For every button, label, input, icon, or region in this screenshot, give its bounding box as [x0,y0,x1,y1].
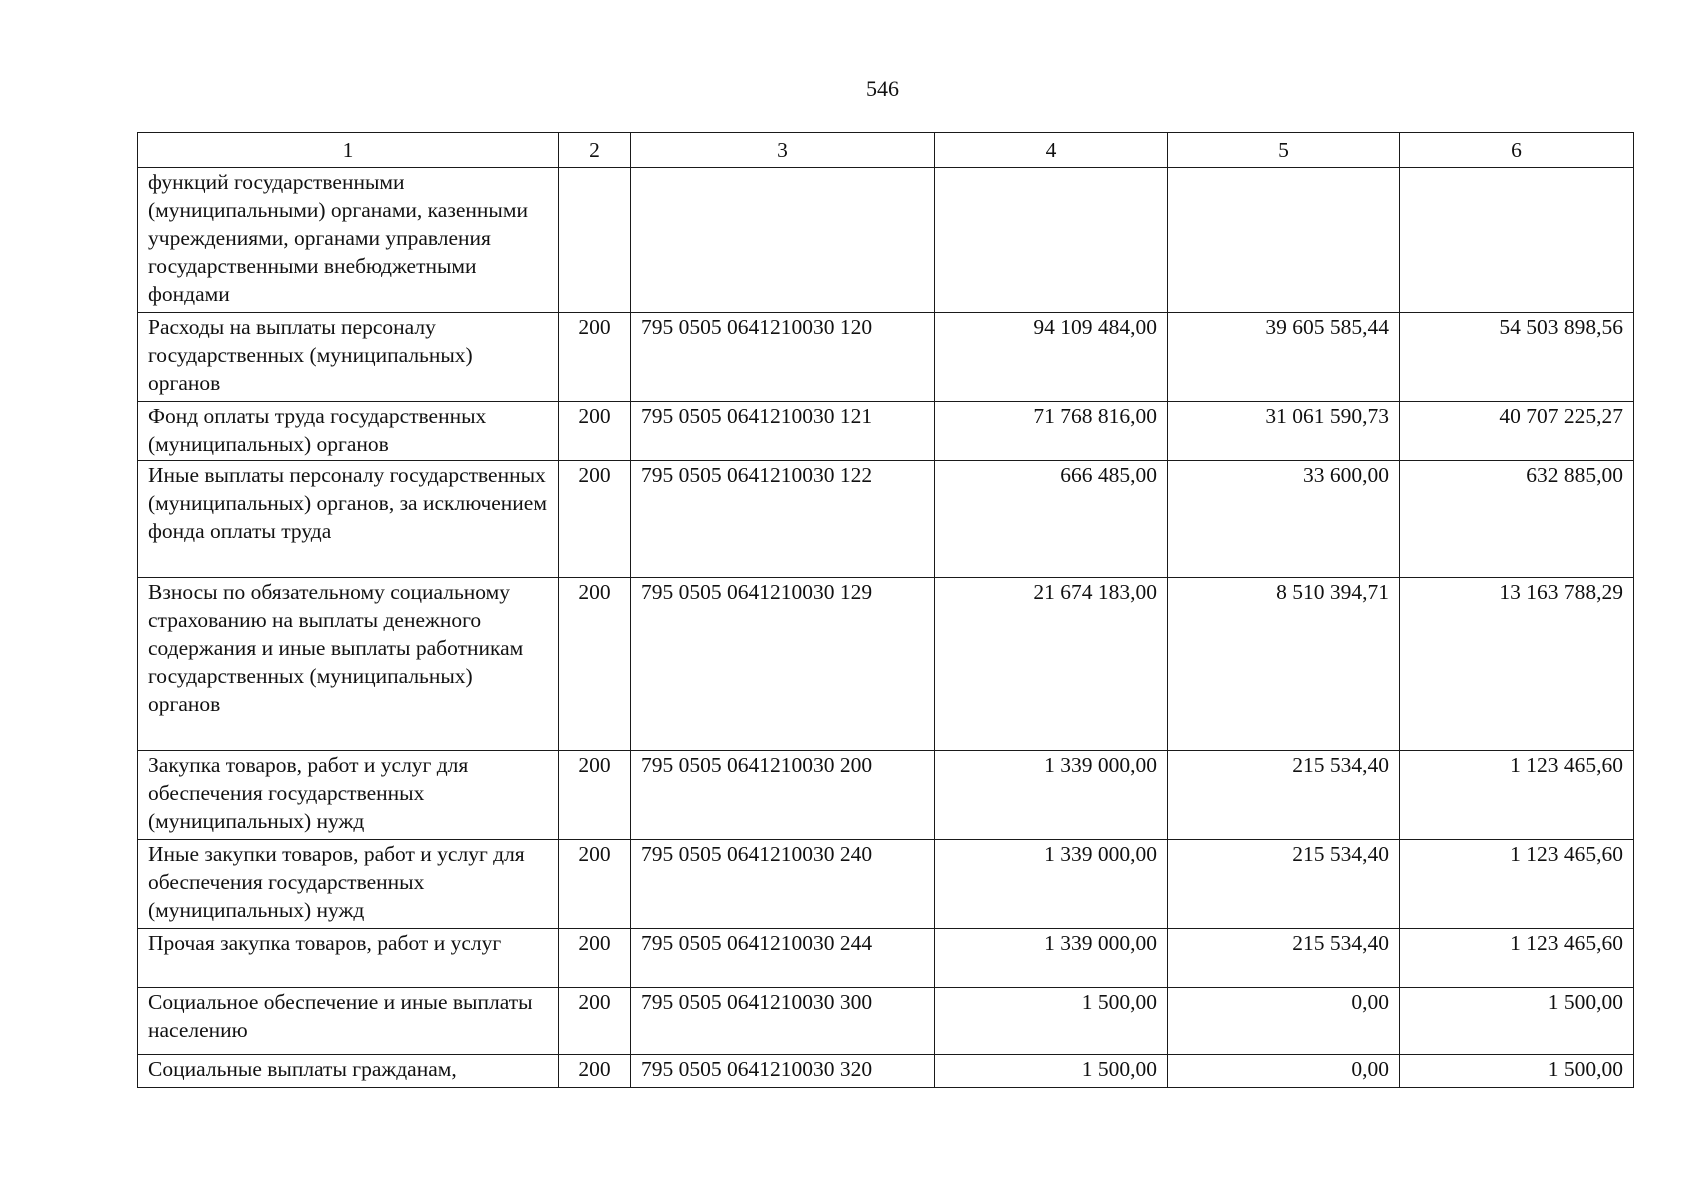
row-line-code-cell [559,168,631,313]
row-classification-code-cell [631,168,935,313]
row-executed-cell: 215 534,40 [1168,840,1400,929]
row-line-code-cell: 200 [559,751,631,840]
column-number-row [138,133,1634,168]
row-unexecuted-cell: 13 163 788,29 [1400,578,1634,751]
row-name-cell: Прочая закупка товаров, работ и услуг [138,929,559,988]
table-row [138,1055,1634,1088]
row-classification-code-cell: 795 0505 0641210030 320 [631,1055,935,1088]
table-row [138,402,1634,461]
table-row [138,313,1634,402]
row-executed-cell: 33 600,00 [1168,461,1400,578]
row-name-cell: Социальные выплаты гражданам, [138,1055,559,1088]
row-classification-code-cell: 795 0505 0641210030 240 [631,840,935,929]
row-unexecuted-cell: 1 500,00 [1400,1055,1634,1088]
row-unexecuted-cell: 1 123 465,60 [1400,929,1634,988]
row-classification-code-cell: 795 0505 0641210030 129 [631,578,935,751]
row-approved-cell [935,168,1168,313]
column-header-5: 5 [1168,133,1400,168]
row-classification-code-cell: 795 0505 0641210030 122 [631,461,935,578]
row-line-code-cell: 200 [559,1055,631,1088]
table-row [138,929,1634,988]
row-line-code-cell: 200 [559,402,631,461]
row-line-code-cell: 200 [559,840,631,929]
row-unexecuted-cell: 1 123 465,60 [1400,751,1634,840]
row-classification-code-cell: 795 0505 0641210030 244 [631,929,935,988]
row-name-cell: Иные закупки товаров, работ и услуг для обеспечения государственных (муниципальных) нужд [138,840,559,929]
column-header-6: 6 [1400,133,1634,168]
row-name-cell: Социальное обеспечение и иные выплаты населению [138,988,559,1055]
table-row [138,840,1634,929]
column-header-4: 4 [935,133,1168,168]
row-executed-cell: 215 534,40 [1168,929,1400,988]
table-row [138,168,1634,313]
page-number: 546 [866,76,899,101]
row-classification-code-cell: 795 0505 0641210030 121 [631,402,935,461]
row-classification-code-cell: 795 0505 0641210030 120 [631,313,935,402]
row-executed-cell: 39 605 585,44 [1168,313,1400,402]
row-name-cell: Взносы по обязательному социальному страхованию на выплаты денежного содержания и иные выплаты работникам государственных (муниципальных) органов [138,578,559,751]
row-approved-cell: 1 500,00 [935,1055,1168,1088]
table-row [138,578,1634,751]
row-line-code-cell: 200 [559,313,631,402]
row-approved-cell: 1 339 000,00 [935,751,1168,840]
row-approved-cell: 1 339 000,00 [935,840,1168,929]
row-line-code-cell: 200 [559,578,631,751]
row-executed-cell: 31 061 590,73 [1168,402,1400,461]
row-approved-cell: 21 674 183,00 [935,578,1168,751]
row-line-code-cell: 200 [559,929,631,988]
table-row [138,751,1634,840]
row-executed-cell: 0,00 [1168,988,1400,1055]
row-name-cell: функций государственными (муниципальными) органами, казенными учреждениями, органами управления государственными внебюджетными фондами [138,168,559,313]
row-name-cell: Расходы на выплаты персоналу государственных (муниципальных) органов [138,313,559,402]
row-approved-cell: 1 500,00 [935,988,1168,1055]
row-executed-cell: 0,00 [1168,1055,1400,1088]
column-header-1: 1 [138,133,559,168]
column-header-2: 2 [559,133,631,168]
row-classification-code-cell: 795 0505 0641210030 200 [631,751,935,840]
row-approved-cell: 71 768 816,00 [935,402,1168,461]
row-approved-cell: 666 485,00 [935,461,1168,578]
row-unexecuted-cell: 40 707 225,27 [1400,402,1634,461]
row-line-code-cell: 200 [559,988,631,1055]
table-row [138,461,1634,578]
row-name-cell: Закупка товаров, работ и услуг для обеспечения государственных (муниципальных) нужд [138,751,559,840]
row-executed-cell: 8 510 394,71 [1168,578,1400,751]
row-approved-cell: 94 109 484,00 [935,313,1168,402]
row-unexecuted-cell: 1 500,00 [1400,988,1634,1055]
column-header-3: 3 [631,133,935,168]
budget-execution-table [137,132,1634,1088]
row-name-cell: Иные выплаты персоналу государственных (муниципальных) органов, за исключением фонда оплаты труда [138,461,559,578]
row-line-code-cell: 200 [559,461,631,578]
table-row [138,988,1634,1055]
row-executed-cell [1168,168,1400,313]
row-unexecuted-cell: 1 123 465,60 [1400,840,1634,929]
row-classification-code-cell: 795 0505 0641210030 300 [631,988,935,1055]
row-unexecuted-cell: 54 503 898,56 [1400,313,1634,402]
row-unexecuted-cell [1400,168,1634,313]
row-unexecuted-cell: 632 885,00 [1400,461,1634,578]
row-executed-cell: 215 534,40 [1168,751,1400,840]
row-name-cell: Фонд оплаты труда государственных (муниципальных) органов [138,402,559,461]
row-approved-cell: 1 339 000,00 [935,929,1168,988]
